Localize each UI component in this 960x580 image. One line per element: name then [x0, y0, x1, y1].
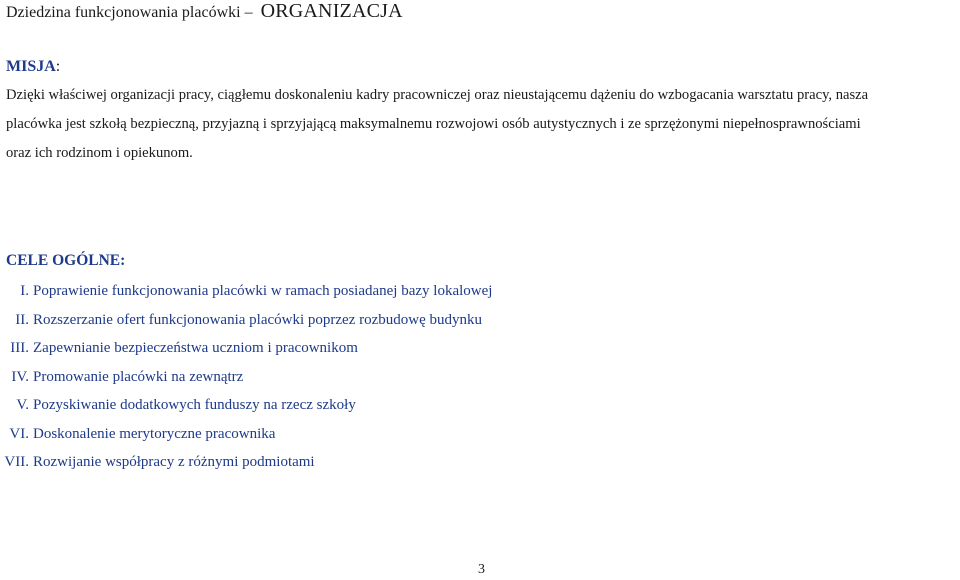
goal-item — [0, 366, 600, 395]
goal-text: Rozszerzanie ofert funkcjonowania placówki poprzez rozbudowę budynku — [33, 311, 482, 328]
goal-text: Pozyskiwanie dodatkowych funduszy na rzecz szkoły — [33, 397, 356, 413]
goal-number: IV. — [11, 368, 29, 385]
goal-item — [0, 309, 600, 338]
goal-number: VII. — [4, 454, 29, 470]
goal-text: Poprawienie funkcjonowania placówki w ramach posiadanej bazy lokalowej — [33, 283, 493, 299]
header-title: ORGANIZACJA — [260, 0, 403, 22]
mission-heading-label: MISJA — [6, 58, 56, 75]
goal-item — [0, 394, 600, 423]
goal-item — [0, 337, 600, 366]
header-prefix: Dziedzina funkcjonowania placówki – — [6, 4, 253, 21]
goal-number: V. — [16, 397, 29, 413]
goal-number: I. — [20, 283, 29, 299]
goals-heading: CELE OGÓLNE: — [6, 252, 126, 269]
mission-text-line: placówka jest szkołą bezpieczną, przyjazną i sprzyjającą maksymalnemu rozwojowi osób autystycznych i ze sprzężonymi niepełnosprawnościami — [6, 116, 861, 132]
page-number: 3 — [478, 562, 485, 577]
goal-item — [0, 451, 600, 480]
goal-item — [0, 423, 600, 452]
mission-text-line: Dzięki właściwej organizacji pracy, ciągłemu doskonaleniu kadry pracowniczej oraz nieustającemu dążeniu do wzbogacania warsztatu pracy, nasza — [6, 87, 869, 103]
page-header — [6, 0, 403, 23]
goal-text: Doskonalenie merytoryczne pracownika — [33, 425, 276, 442]
goal-item — [0, 280, 600, 309]
goals-list — [0, 280, 600, 480]
mission-heading: MISJA: — [6, 58, 61, 75]
goal-text: Rozwijanie współpracy z różnymi podmiotami — [33, 454, 315, 470]
goal-number: II. — [15, 311, 29, 328]
goal-text: Zapewnianie bezpieczeństwa uczniom i pracownikom — [33, 340, 358, 356]
goal-text: Promowanie placówki na zewnątrz — [33, 368, 244, 385]
mission-text-line: oraz ich rodzinom i opiekunom. — [6, 145, 193, 161]
goal-number: VI. — [9, 425, 29, 442]
goal-number: III. — [10, 340, 29, 356]
